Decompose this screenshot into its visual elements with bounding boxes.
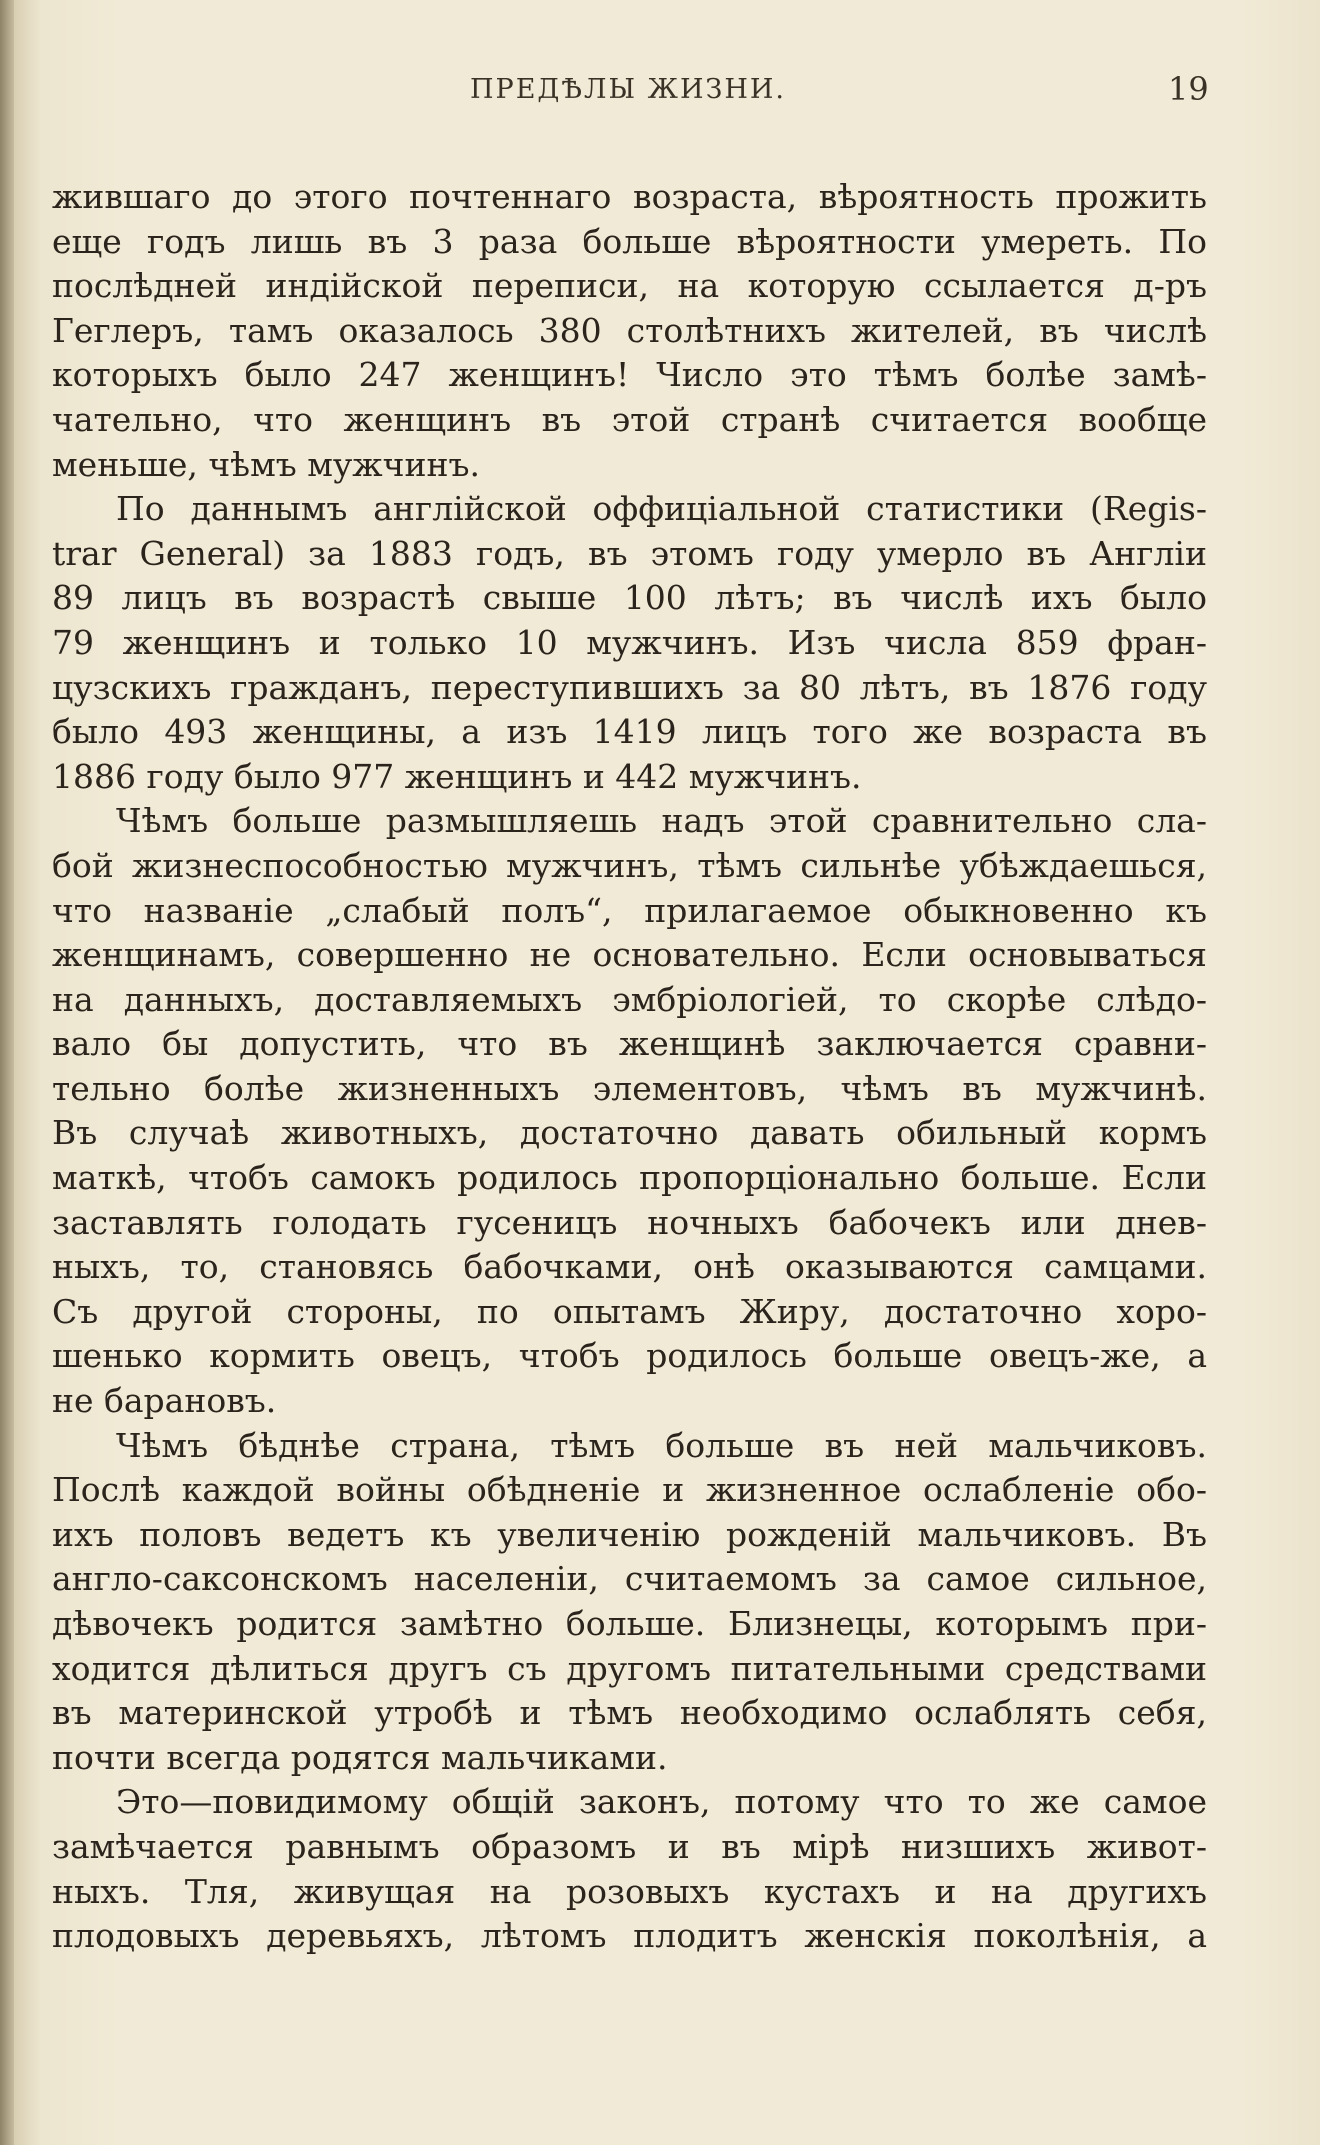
text-line: на данныхъ, доставляемыхъ эмбріологіей, то скорѣе слѣдо-: [52, 979, 1207, 1019]
text-line: женщинамъ, совершенно не основательно. Если основываться: [52, 935, 1207, 975]
text-line: дѣвочекъ родится замѣтно больше. Близнецы, которымъ при-: [52, 1604, 1207, 1643]
text-line: почти всегда родятся мальчиками.: [52, 1737, 668, 1777]
text-line: замѣчается равнымъ образомъ и въ мірѣ низшихъ живот-: [52, 1826, 1207, 1866]
text-line: послѣдней индійской переписи, на которую ссылается д-ръ: [52, 266, 1207, 306]
text-line: заставлять голодать гусеницъ ночныхъ бабочекъ или днев-: [52, 1202, 1207, 1242]
text-line: Геглеръ, тамъ оказалось 380 столѣтнихъ жителей, въ числѣ: [52, 310, 1207, 350]
text-line: еще годъ лишь въ 3 раза больше вѣроятности умереть. По: [52, 221, 1207, 261]
text-line: Съ другой стороны, по опытамъ Жиру, достаточно хоро-: [52, 1291, 1207, 1331]
text-line: По даннымъ англійской оффиціальной статистики (Regis-: [116, 489, 1207, 529]
text-line: маткѣ, чтобъ самокъ родилось пропорціонально больше. Если: [52, 1158, 1207, 1198]
text-line: чательно, что женщинъ въ этой странѣ считается вообще: [52, 399, 1207, 439]
text-line: въ материнской утробѣ и тѣмъ необходимо ослаблять себя,: [52, 1693, 1207, 1733]
text-line: Это—повидимому общій законъ, потому что то же самое: [116, 1782, 1207, 1822]
text-line: ныхъ, то, становясь бабочками, онѣ оказываются самцами.: [52, 1247, 1207, 1287]
text-line: бой жизнеспособностью мужчинъ, тѣмъ сильнѣе убѣждаешься,: [52, 845, 1207, 885]
text-line: цузскихъ гражданъ, переступившихъ за 80 лѣтъ, въ 1876 году: [52, 667, 1207, 707]
text-line: англо-саксонскомъ населеніи, считаемомъ за самое сильное,: [52, 1559, 1207, 1599]
text-line: вало бы допустить, что въ женщинѣ заключается сравни-: [52, 1024, 1207, 1064]
text-line: Чѣмъ больше размышляешь надъ этой сравнительно сла-: [116, 801, 1207, 841]
text-line: ныхъ. Тля, живущая на розовыхъ кустахъ и на другихъ: [52, 1871, 1207, 1911]
text-line: 1886 году было 977 женщинъ и 442 мужчинъ.: [52, 756, 862, 796]
text-line: было 493 женщины, а изъ 1419 лицъ того же возраста въ: [52, 712, 1207, 752]
text-line: меньше, чѣмъ мужчинъ.: [52, 444, 480, 484]
text-line: ихъ половъ ведетъ къ увеличенію рожденій мальчиковъ. Въ: [52, 1514, 1207, 1554]
page-number: 19: [1168, 70, 1209, 108]
text-line: не барановъ.: [52, 1381, 277, 1421]
page-header: [0, 70, 1320, 114]
running-head: ПРЕДѢЛЫ ЖИЗНИ.: [470, 74, 786, 105]
body-text: [52, 175, 1207, 1959]
text-line: Чѣмъ бѣднѣе страна, тѣмъ больше въ ней мальчиковъ.: [116, 1425, 1207, 1465]
text-line: ходится дѣлиться другъ съ другомъ питательными средствами: [52, 1648, 1207, 1688]
page-binding-edge: [0, 0, 14, 2145]
text-line: тельно болѣе жизненныхъ элементовъ, чѣмъ въ мужчинѣ.: [52, 1068, 1207, 1108]
text-line: которыхъ было 247 женщинъ! Число это тѣмъ болѣе замѣ-: [52, 355, 1207, 395]
text-line: жившаго до этого почтеннаго возраста, вѣроятность прожить: [52, 177, 1207, 216]
text-line: Послѣ каждой войны обѣдненіе и жизненное ослабленіе обо-: [52, 1470, 1207, 1510]
text-line: шенько кормить овецъ, чтобъ родилось больше овецъ-же, а: [52, 1336, 1207, 1376]
text-line: Въ случаѣ животныхъ, достаточно давать обильный кормъ: [52, 1113, 1207, 1153]
text-line: что названіе „слабый полъ“, прилагаемое обыкновенно къ: [52, 890, 1207, 930]
text-line: trar General) за 1883 годъ, въ этомъ году умерло въ Англіи: [52, 533, 1207, 573]
text-line: 79 женщинъ и только 10 мужчинъ. Изъ числа 859 фран-: [52, 622, 1207, 662]
text-line: плодовыхъ деревьяхъ, лѣтомъ плодитъ женскія поколѣнія, а: [52, 1916, 1207, 1956]
text-line: 89 лицъ въ возрастѣ свыше 100 лѣтъ; въ числѣ ихъ было: [52, 578, 1207, 618]
